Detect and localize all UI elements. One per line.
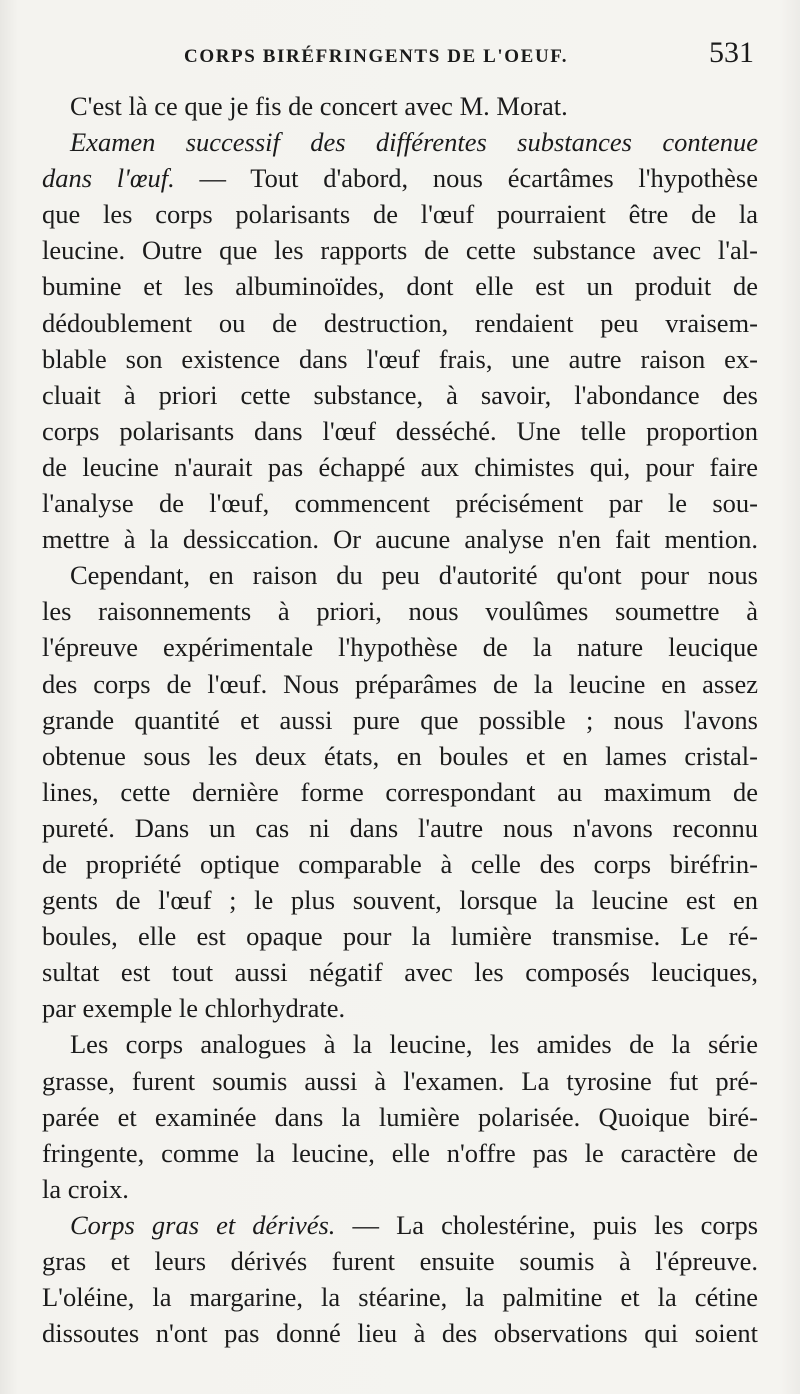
text-line [42, 990, 758, 1026]
text-line [42, 485, 758, 521]
text-line [42, 196, 758, 232]
line-text: obtenue sous les deux états, en boules et en lames cristal- [42, 740, 758, 771]
text-line [42, 810, 758, 846]
line-text: — La cholestérine, puis les corps [335, 1209, 758, 1240]
line-text: L'oléine, la margarine, la stéarine, la palmitine et la cétine [42, 1282, 758, 1313]
line-text: parée et examinée dans la lumière polarisée. Quoique biré- [42, 1101, 758, 1132]
text-line [42, 1243, 758, 1279]
line-text: les raisonnements à priori, nous voulûmes soumettre à [42, 596, 758, 627]
text-line [42, 954, 758, 990]
line-text: — Tout d'abord, nous écartâmes l'hypothèse [174, 163, 758, 194]
line-text: leucine. Outre que les rapports de cette substance avec l'al- [42, 235, 758, 266]
body-text [42, 88, 758, 1351]
text-line [42, 557, 758, 593]
running-title: CORPS BIRÉFRINGENTS DE L'OEUF. [184, 46, 569, 67]
line-text: Les corps analogues à la leucine, les amides de la série [70, 1029, 758, 1060]
text-line [42, 629, 758, 665]
line-text: la croix. [42, 1173, 129, 1204]
page-header [42, 34, 758, 84]
text-line [42, 88, 758, 124]
line-text: dissoutes n'ont pas donné lieu à des observations qui soient [42, 1318, 758, 1349]
line-text: par exemple le chlorhydrate. [42, 993, 346, 1024]
page-number: 531 [709, 36, 754, 69]
text-line [42, 1171, 758, 1207]
text-line [42, 738, 758, 774]
text-line [42, 449, 758, 485]
text-line [42, 1063, 758, 1099]
line-text: Cependant, en raison du peu d'autorité qu'ont pour nous [70, 560, 758, 591]
text-line [42, 1279, 758, 1315]
line-text: lines, cette dernière forme correspondant au maximum de [42, 776, 758, 807]
line-text: blable son existence dans l'œuf frais, une autre raison ex- [42, 343, 758, 374]
line-text: boules, elle est opaque pour la lumière transmise. Le ré- [42, 921, 758, 952]
text-line [42, 702, 758, 738]
text-line [42, 268, 758, 304]
line-text: des corps de l'œuf. Nous préparâmes de la leucine en assez [42, 668, 758, 699]
text-line [42, 160, 758, 196]
text-line [42, 593, 758, 629]
line-text: l'épreuve expérimentale l'hypothèse de la nature leucique [42, 632, 758, 663]
line-text: mettre à la dessiccation. Or aucune analyse n'en fait mention. [42, 524, 758, 555]
line-text: C'est là ce que je fis de concert avec M. Morat. [70, 91, 568, 121]
text-line [42, 1135, 758, 1171]
line-text: l'analyse de l'œuf, commencent précisément par le sou- [42, 488, 758, 519]
line-text: que les corps polarisants de l'œuf pourraient être de la [42, 199, 758, 230]
line-text: corps polarisants dans l'œuf desséché. Une telle proportion [42, 415, 758, 446]
text-line [42, 1026, 758, 1062]
line-text: gents de l'œuf ; le plus souvent, lorsque la leucine est en [42, 885, 758, 916]
text-line [42, 882, 758, 918]
italic-heading: Corps gras et dérivés. [70, 1209, 336, 1240]
text-line [42, 377, 758, 413]
line-text: grande quantité et aussi pure que possible ; nous l'avons [42, 704, 758, 735]
line-text: sultat est tout aussi négatif avec les composés leuciques, [42, 957, 758, 988]
text-line [42, 305, 758, 341]
text-line [42, 521, 758, 557]
line-text: de propriété optique comparable à celle des corps biréfrin- [42, 848, 758, 879]
line-text: pureté. Dans un cas ni dans l'autre nous n'avons reconnu [42, 812, 758, 843]
text-line [42, 774, 758, 810]
line-text: de leucine n'aurait pas échappé aux chimistes qui, pour faire [42, 451, 758, 482]
text-line [42, 846, 758, 882]
line-text: cluait à priori cette substance, à savoir, l'abondance des [42, 379, 758, 410]
text-line [42, 1099, 758, 1135]
line-text: gras et leurs dérivés furent ensuite soumis à l'épreuve. [42, 1246, 758, 1276]
text-line [42, 341, 758, 377]
text-line [42, 124, 758, 160]
text-line [42, 1207, 758, 1243]
italic-heading: Examen successif des différentes substances contenue [70, 127, 758, 158]
text-line [42, 1315, 758, 1351]
text-line [42, 232, 758, 268]
line-text: fringente, comme la leucine, elle n'offre pas le caractère de [42, 1137, 758, 1168]
line-text: grasse, furent soumis aussi à l'examen. La tyrosine fut pré- [42, 1065, 758, 1096]
line-text: dédoublement ou de destruction, rendaient peu vraisem- [42, 307, 758, 338]
text-line [42, 413, 758, 449]
text-line [42, 666, 758, 702]
text-line [42, 918, 758, 954]
line-text: bumine et les albuminoïdes, dont elle est un produit de [42, 271, 758, 302]
italic-heading: dans l'œuf. [42, 163, 175, 194]
